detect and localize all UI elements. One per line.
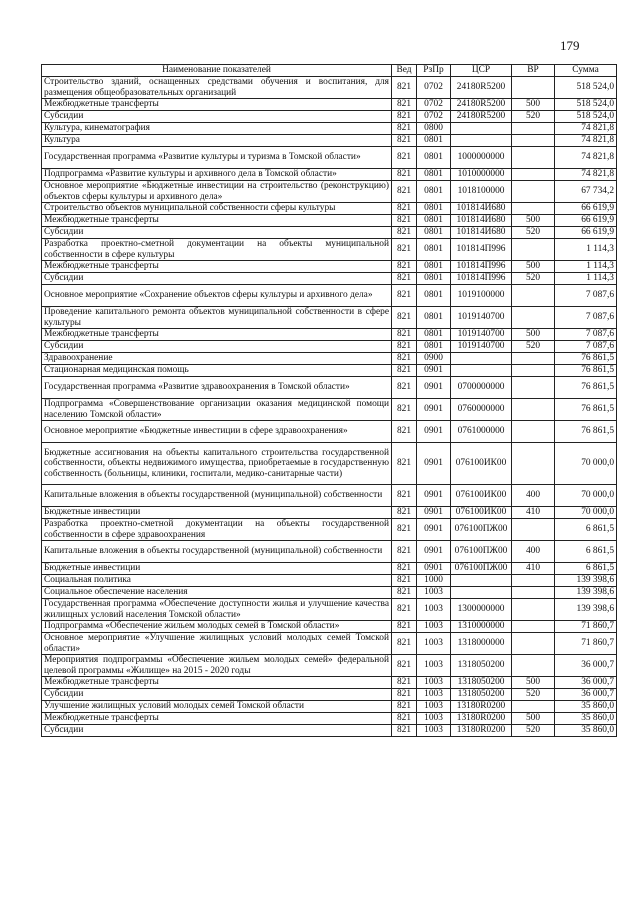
row-vr: 500 xyxy=(512,261,555,273)
row-rzpr: 1003 xyxy=(417,677,451,689)
row-csr: 076100ИК00 xyxy=(451,485,512,507)
row-ved: 821 xyxy=(392,169,417,181)
table-row xyxy=(42,239,617,261)
row-rzpr: 0801 xyxy=(417,215,451,227)
row-vr: 520 xyxy=(512,341,555,353)
row-rzpr: 0801 xyxy=(417,181,451,203)
row-sum: 1 114,3 xyxy=(555,261,617,273)
table-row xyxy=(42,575,617,587)
row-vr xyxy=(512,655,555,677)
row-sum: 74 821,8 xyxy=(555,147,617,169)
row-ved: 821 xyxy=(392,307,417,329)
row-name: Бюджетные инвестиции xyxy=(42,563,392,575)
row-csr: 101814П996 xyxy=(451,261,512,273)
table-row xyxy=(42,99,617,111)
row-csr: 1019100000 xyxy=(451,285,512,307)
row-rzpr: 0702 xyxy=(417,111,451,123)
row-rzpr: 1003 xyxy=(417,655,451,677)
table-row xyxy=(42,135,617,147)
row-ved: 821 xyxy=(392,575,417,587)
row-rzpr: 1000 xyxy=(417,575,451,587)
row-csr: 076100ПЖ00 xyxy=(451,563,512,575)
row-vr: 500 xyxy=(512,215,555,227)
row-sum: 76 861,5 xyxy=(555,399,617,421)
table-row xyxy=(42,365,617,377)
row-ved: 821 xyxy=(392,599,417,621)
row-ved: 821 xyxy=(392,215,417,227)
table-row xyxy=(42,677,617,689)
row-csr: 101814И680 xyxy=(451,203,512,215)
row-ved: 821 xyxy=(392,377,417,399)
row-vr: 410 xyxy=(512,507,555,519)
row-rzpr: 0801 xyxy=(417,329,451,341)
row-csr: 1000000000 xyxy=(451,147,512,169)
row-rzpr: 0901 xyxy=(417,541,451,563)
row-csr: 13180R0200 xyxy=(451,713,512,725)
row-name: Государственная программа «Развитие здравоохранения в Томской области» xyxy=(42,377,392,399)
header-csr: ЦСР xyxy=(451,65,512,77)
row-csr: 076100ИК00 xyxy=(451,507,512,519)
row-vr xyxy=(512,365,555,377)
row-sum: 6 861,5 xyxy=(555,519,617,541)
row-sum: 66 619,9 xyxy=(555,203,617,215)
row-sum: 66 619,9 xyxy=(555,215,617,227)
row-rzpr: 0901 xyxy=(417,421,451,443)
row-vr xyxy=(512,399,555,421)
row-ved: 821 xyxy=(392,485,417,507)
row-name: Субсидии xyxy=(42,227,392,239)
table-row xyxy=(42,307,617,329)
row-name: Капитальные вложения в объекты государственной (муниципальной) собственности xyxy=(42,541,392,563)
row-name: Субсидии xyxy=(42,273,392,285)
row-csr: 1019140700 xyxy=(451,307,512,329)
table-row xyxy=(42,507,617,519)
row-ved: 821 xyxy=(392,261,417,273)
table-row xyxy=(42,621,617,633)
row-sum: 67 734,2 xyxy=(555,181,617,203)
row-name: Бюджетные инвестиции xyxy=(42,507,392,519)
row-vr xyxy=(512,353,555,365)
row-sum: 6 861,5 xyxy=(555,541,617,563)
row-vr xyxy=(512,443,555,485)
row-name: Разработка проектно-сметной документации на объекты государственной собственности в сфере здравоохранения xyxy=(42,519,392,541)
row-rzpr: 0801 xyxy=(417,273,451,285)
row-name: Субсидии xyxy=(42,341,392,353)
row-sum: 36 000,7 xyxy=(555,655,617,677)
row-csr: 24180R5200 xyxy=(451,99,512,111)
row-csr xyxy=(451,365,512,377)
header-vr: ВР xyxy=(512,65,555,77)
row-name: Субсидии xyxy=(42,111,392,123)
table-row xyxy=(42,215,617,227)
row-name: Основное мероприятие «Улучшение жилищных условий молодых семей Томской области» xyxy=(42,633,392,655)
row-name: Государственная программа «Развитие культуры и туризма в Томской области» xyxy=(42,147,392,169)
row-vr xyxy=(512,307,555,329)
row-ved: 821 xyxy=(392,273,417,285)
row-ved: 821 xyxy=(392,111,417,123)
row-rzpr: 1003 xyxy=(417,713,451,725)
row-rzpr: 0901 xyxy=(417,563,451,575)
row-name: Подпрограмма «Развитие культуры и архивного дела в Томской области» xyxy=(42,169,392,181)
row-csr: 1018100000 xyxy=(451,181,512,203)
row-name: Межбюджетные трансферты xyxy=(42,99,392,111)
row-ved: 821 xyxy=(392,227,417,239)
row-sum: 36 000,7 xyxy=(555,677,617,689)
row-rzpr: 1003 xyxy=(417,587,451,599)
row-vr: 410 xyxy=(512,563,555,575)
table-row xyxy=(42,147,617,169)
row-name: Подпрограмма «Обеспечение жильем молодых семей в Томской области» xyxy=(42,621,392,633)
row-ved: 821 xyxy=(392,239,417,261)
table-row xyxy=(42,563,617,575)
row-vr xyxy=(512,633,555,655)
row-rzpr: 0801 xyxy=(417,227,451,239)
table-row xyxy=(42,689,617,701)
row-vr: 520 xyxy=(512,725,555,737)
row-ved: 821 xyxy=(392,563,417,575)
row-ved: 821 xyxy=(392,285,417,307)
row-ved: 821 xyxy=(392,399,417,421)
row-rzpr: 0801 xyxy=(417,285,451,307)
row-csr: 101814И680 xyxy=(451,227,512,239)
table-row xyxy=(42,111,617,123)
row-rzpr: 0901 xyxy=(417,443,451,485)
row-name: Межбюджетные трансферты xyxy=(42,261,392,273)
row-sum: 139 398,6 xyxy=(555,587,617,599)
row-rzpr: 0801 xyxy=(417,135,451,147)
row-rzpr: 1003 xyxy=(417,621,451,633)
row-ved: 821 xyxy=(392,147,417,169)
row-rzpr: 0901 xyxy=(417,507,451,519)
row-csr: 076100ИК00 xyxy=(451,443,512,485)
row-csr: 13180R0200 xyxy=(451,701,512,713)
row-sum: 70 000,0 xyxy=(555,507,617,519)
row-rzpr: 1003 xyxy=(417,689,451,701)
row-rzpr: 0901 xyxy=(417,485,451,507)
row-sum: 76 861,5 xyxy=(555,353,617,365)
row-rzpr: 1003 xyxy=(417,725,451,737)
row-csr: 101814П996 xyxy=(451,273,512,285)
row-sum: 36 000,7 xyxy=(555,689,617,701)
row-sum: 7 087,6 xyxy=(555,329,617,341)
row-ved: 821 xyxy=(392,519,417,541)
row-vr xyxy=(512,421,555,443)
table-row xyxy=(42,123,617,135)
row-name: Мероприятия подпрограммы «Обеспечение жильем молодых семей» федеральной целевой программы «Жилище» на 2015 - 2020 годы xyxy=(42,655,392,677)
row-name: Основное мероприятие «Бюджетные инвестиции на строительство (реконструкцию) объектов сферы культуры и архивного дела» xyxy=(42,181,392,203)
row-sum: 518 524,0 xyxy=(555,111,617,123)
table-row xyxy=(42,329,617,341)
row-vr xyxy=(512,285,555,307)
row-ved: 821 xyxy=(392,621,417,633)
row-csr: 0761000000 xyxy=(451,421,512,443)
row-name: Разработка проектно-сметной документации на объекты муниципальной собственности в сфере культуры xyxy=(42,239,392,261)
row-csr: 1318000000 xyxy=(451,633,512,655)
row-ved: 821 xyxy=(392,725,417,737)
row-csr: 101814П996 xyxy=(451,239,512,261)
row-csr: 1300000000 xyxy=(451,599,512,621)
row-vr xyxy=(512,135,555,147)
row-ved: 821 xyxy=(392,507,417,519)
row-vr xyxy=(512,701,555,713)
row-name: Проведение капитального ремонта объектов муниципальной собственности в сфере культуры xyxy=(42,307,392,329)
row-vr xyxy=(512,169,555,181)
row-name: Социальное обеспечение населения xyxy=(42,587,392,599)
header-ved: Вед xyxy=(392,65,417,77)
row-csr: 076100ПЖ00 xyxy=(451,541,512,563)
row-ved: 821 xyxy=(392,701,417,713)
table-row xyxy=(42,377,617,399)
row-vr: 520 xyxy=(512,227,555,239)
row-name: Улучшение жилищных условий молодых семей Томской области xyxy=(42,701,392,713)
row-name: Основное мероприятие «Сохранение объектов сферы культуры и архивного дела» xyxy=(42,285,392,307)
row-csr: 24180R5200 xyxy=(451,77,512,99)
row-csr: 076100ПЖ00 xyxy=(451,519,512,541)
row-csr: 1019140700 xyxy=(451,341,512,353)
row-csr: 1318050200 xyxy=(451,689,512,701)
row-sum: 74 821,8 xyxy=(555,135,617,147)
row-vr xyxy=(512,147,555,169)
row-vr: 500 xyxy=(512,713,555,725)
row-rzpr: 0702 xyxy=(417,77,451,99)
row-sum: 76 861,5 xyxy=(555,365,617,377)
row-vr: 500 xyxy=(512,329,555,341)
row-name: Культура xyxy=(42,135,392,147)
row-csr xyxy=(451,353,512,365)
row-vr xyxy=(512,239,555,261)
table-row xyxy=(42,587,617,599)
row-sum: 7 087,6 xyxy=(555,285,617,307)
row-vr: 520 xyxy=(512,111,555,123)
row-name: Межбюджетные трансферты xyxy=(42,677,392,689)
row-name: Стационарная медицинская помощь xyxy=(42,365,392,377)
row-csr: 1318050200 xyxy=(451,655,512,677)
row-rzpr: 0901 xyxy=(417,399,451,421)
row-ved: 821 xyxy=(392,77,417,99)
row-rzpr: 0801 xyxy=(417,203,451,215)
row-sum: 1 114,3 xyxy=(555,239,617,261)
row-ved: 821 xyxy=(392,689,417,701)
row-rzpr: 0801 xyxy=(417,239,451,261)
row-name: Строительство объектов муниципальной собственности сферы культуры xyxy=(42,203,392,215)
table-row xyxy=(42,169,617,181)
table-body xyxy=(42,77,617,737)
row-rzpr: 0900 xyxy=(417,353,451,365)
row-rzpr: 0801 xyxy=(417,261,451,273)
table-row xyxy=(42,519,617,541)
row-rzpr: 0901 xyxy=(417,365,451,377)
row-rzpr: 0801 xyxy=(417,169,451,181)
row-ved: 821 xyxy=(392,541,417,563)
row-sum: 139 398,6 xyxy=(555,575,617,587)
row-sum: 139 398,6 xyxy=(555,599,617,621)
row-name: Субсидии xyxy=(42,689,392,701)
row-name: Субсидии xyxy=(42,725,392,737)
row-rzpr: 1003 xyxy=(417,701,451,713)
header-rzpr: РзПр xyxy=(417,65,451,77)
row-sum: 518 524,0 xyxy=(555,77,617,99)
table-row xyxy=(42,353,617,365)
row-name: Межбюджетные трансферты xyxy=(42,215,392,227)
row-rzpr: 0702 xyxy=(417,99,451,111)
row-vr: 520 xyxy=(512,689,555,701)
table-row xyxy=(42,485,617,507)
row-name: Основное мероприятие «Бюджетные инвестиции в сфере здравоохранения» xyxy=(42,421,392,443)
row-sum: 71 860,7 xyxy=(555,633,617,655)
row-csr xyxy=(451,575,512,587)
table-header-row xyxy=(42,65,617,77)
row-csr: 101814И680 xyxy=(451,215,512,227)
row-sum: 35 860,0 xyxy=(555,725,617,737)
row-sum: 66 619,9 xyxy=(555,227,617,239)
row-vr xyxy=(512,599,555,621)
row-sum: 35 860,0 xyxy=(555,701,617,713)
header-name: Наименование показателей xyxy=(42,65,392,77)
row-sum: 76 861,5 xyxy=(555,421,617,443)
table-row xyxy=(42,181,617,203)
table-row xyxy=(42,341,617,353)
row-name: Здравоохранение xyxy=(42,353,392,365)
row-csr: 0760000000 xyxy=(451,399,512,421)
row-csr: 1310000000 xyxy=(451,621,512,633)
row-rzpr: 0801 xyxy=(417,147,451,169)
row-vr xyxy=(512,621,555,633)
row-csr: 0700000000 xyxy=(451,377,512,399)
row-csr: 1019140700 xyxy=(451,329,512,341)
row-sum: 6 861,5 xyxy=(555,563,617,575)
row-sum: 70 000,0 xyxy=(555,485,617,507)
row-sum: 70 000,0 xyxy=(555,443,617,485)
row-csr: 1010000000 xyxy=(451,169,512,181)
table-row xyxy=(42,443,617,485)
row-ved: 821 xyxy=(392,677,417,689)
row-rzpr: 1003 xyxy=(417,599,451,621)
row-vr: 400 xyxy=(512,541,555,563)
row-sum: 71 860,7 xyxy=(555,621,617,633)
row-vr xyxy=(512,123,555,135)
row-name: Капитальные вложения в объекты государственной (муниципальной) собственности xyxy=(42,485,392,507)
row-ved: 821 xyxy=(392,353,417,365)
row-name: Межбюджетные трансферты xyxy=(42,713,392,725)
row-sum: 74 821,8 xyxy=(555,123,617,135)
row-csr: 24180R5200 xyxy=(451,111,512,123)
page-number: 179 xyxy=(560,38,580,53)
row-ved: 821 xyxy=(392,713,417,725)
row-csr xyxy=(451,135,512,147)
row-sum: 35 860,0 xyxy=(555,713,617,725)
table-row xyxy=(42,633,617,655)
row-csr xyxy=(451,587,512,599)
row-vr xyxy=(512,575,555,587)
row-ved: 821 xyxy=(392,329,417,341)
row-ved: 821 xyxy=(392,443,417,485)
row-ved: 821 xyxy=(392,181,417,203)
row-vr xyxy=(512,587,555,599)
table-row xyxy=(42,421,617,443)
row-name: Межбюджетные трансферты xyxy=(42,329,392,341)
row-ved: 821 xyxy=(392,135,417,147)
row-sum: 76 861,5 xyxy=(555,377,617,399)
row-sum: 518 524,0 xyxy=(555,99,617,111)
row-rzpr: 0901 xyxy=(417,519,451,541)
table-row xyxy=(42,599,617,621)
row-rzpr: 0801 xyxy=(417,307,451,329)
row-vr xyxy=(512,77,555,99)
row-name: Строительство зданий, оснащенных средствами обучения и воспитания, для размещения общеобразовательных организаций xyxy=(42,77,392,99)
row-vr xyxy=(512,181,555,203)
row-rzpr: 0801 xyxy=(417,341,451,353)
row-rzpr: 0800 xyxy=(417,123,451,135)
row-ved: 821 xyxy=(392,633,417,655)
table-row xyxy=(42,541,617,563)
row-rzpr: 1003 xyxy=(417,633,451,655)
header-sum: Сумма xyxy=(555,65,617,77)
row-vr: 500 xyxy=(512,677,555,689)
table-row xyxy=(42,701,617,713)
table-row xyxy=(42,285,617,307)
row-ved: 821 xyxy=(392,203,417,215)
table-row xyxy=(42,713,617,725)
row-vr xyxy=(512,519,555,541)
row-vr: 400 xyxy=(512,485,555,507)
row-name: Социальная политика xyxy=(42,575,392,587)
row-ved: 821 xyxy=(392,341,417,353)
row-csr: 1318050200 xyxy=(451,677,512,689)
row-ved: 821 xyxy=(392,99,417,111)
table-row xyxy=(42,261,617,273)
row-vr: 520 xyxy=(512,273,555,285)
row-name: Культура, кинематография xyxy=(42,123,392,135)
row-rzpr: 0901 xyxy=(417,377,451,399)
row-ved: 821 xyxy=(392,123,417,135)
table-row xyxy=(42,273,617,285)
row-sum: 1 114,3 xyxy=(555,273,617,285)
table-row xyxy=(42,399,617,421)
row-ved: 821 xyxy=(392,587,417,599)
row-sum: 7 087,6 xyxy=(555,341,617,353)
row-ved: 821 xyxy=(392,655,417,677)
table-row xyxy=(42,655,617,677)
row-name: Бюджетные ассигнования на объекты капитального строительства государственной собственности, объекты недвижимого имущества, приобретаемые в государственную собственность (больницы, клиники, госпитали, медико-санитарные части) xyxy=(42,443,392,485)
row-vr: 500 xyxy=(512,99,555,111)
budget-table xyxy=(41,64,617,737)
row-csr: 13180R0200 xyxy=(451,725,512,737)
row-vr xyxy=(512,203,555,215)
row-csr xyxy=(451,123,512,135)
row-ved: 821 xyxy=(392,365,417,377)
table-row xyxy=(42,77,617,99)
row-sum: 7 087,6 xyxy=(555,307,617,329)
row-name: Подпрограмма «Совершенствование организации оказания медицинской помощи населению Томской области» xyxy=(42,399,392,421)
row-sum: 74 821,8 xyxy=(555,169,617,181)
table-row xyxy=(42,725,617,737)
table-row xyxy=(42,227,617,239)
table-row xyxy=(42,203,617,215)
row-vr xyxy=(512,377,555,399)
row-ved: 821 xyxy=(392,421,417,443)
row-name: Государственная программа «Обеспечение доступности жилья и улучшение качества жилищных условий населения Томской области» xyxy=(42,599,392,621)
